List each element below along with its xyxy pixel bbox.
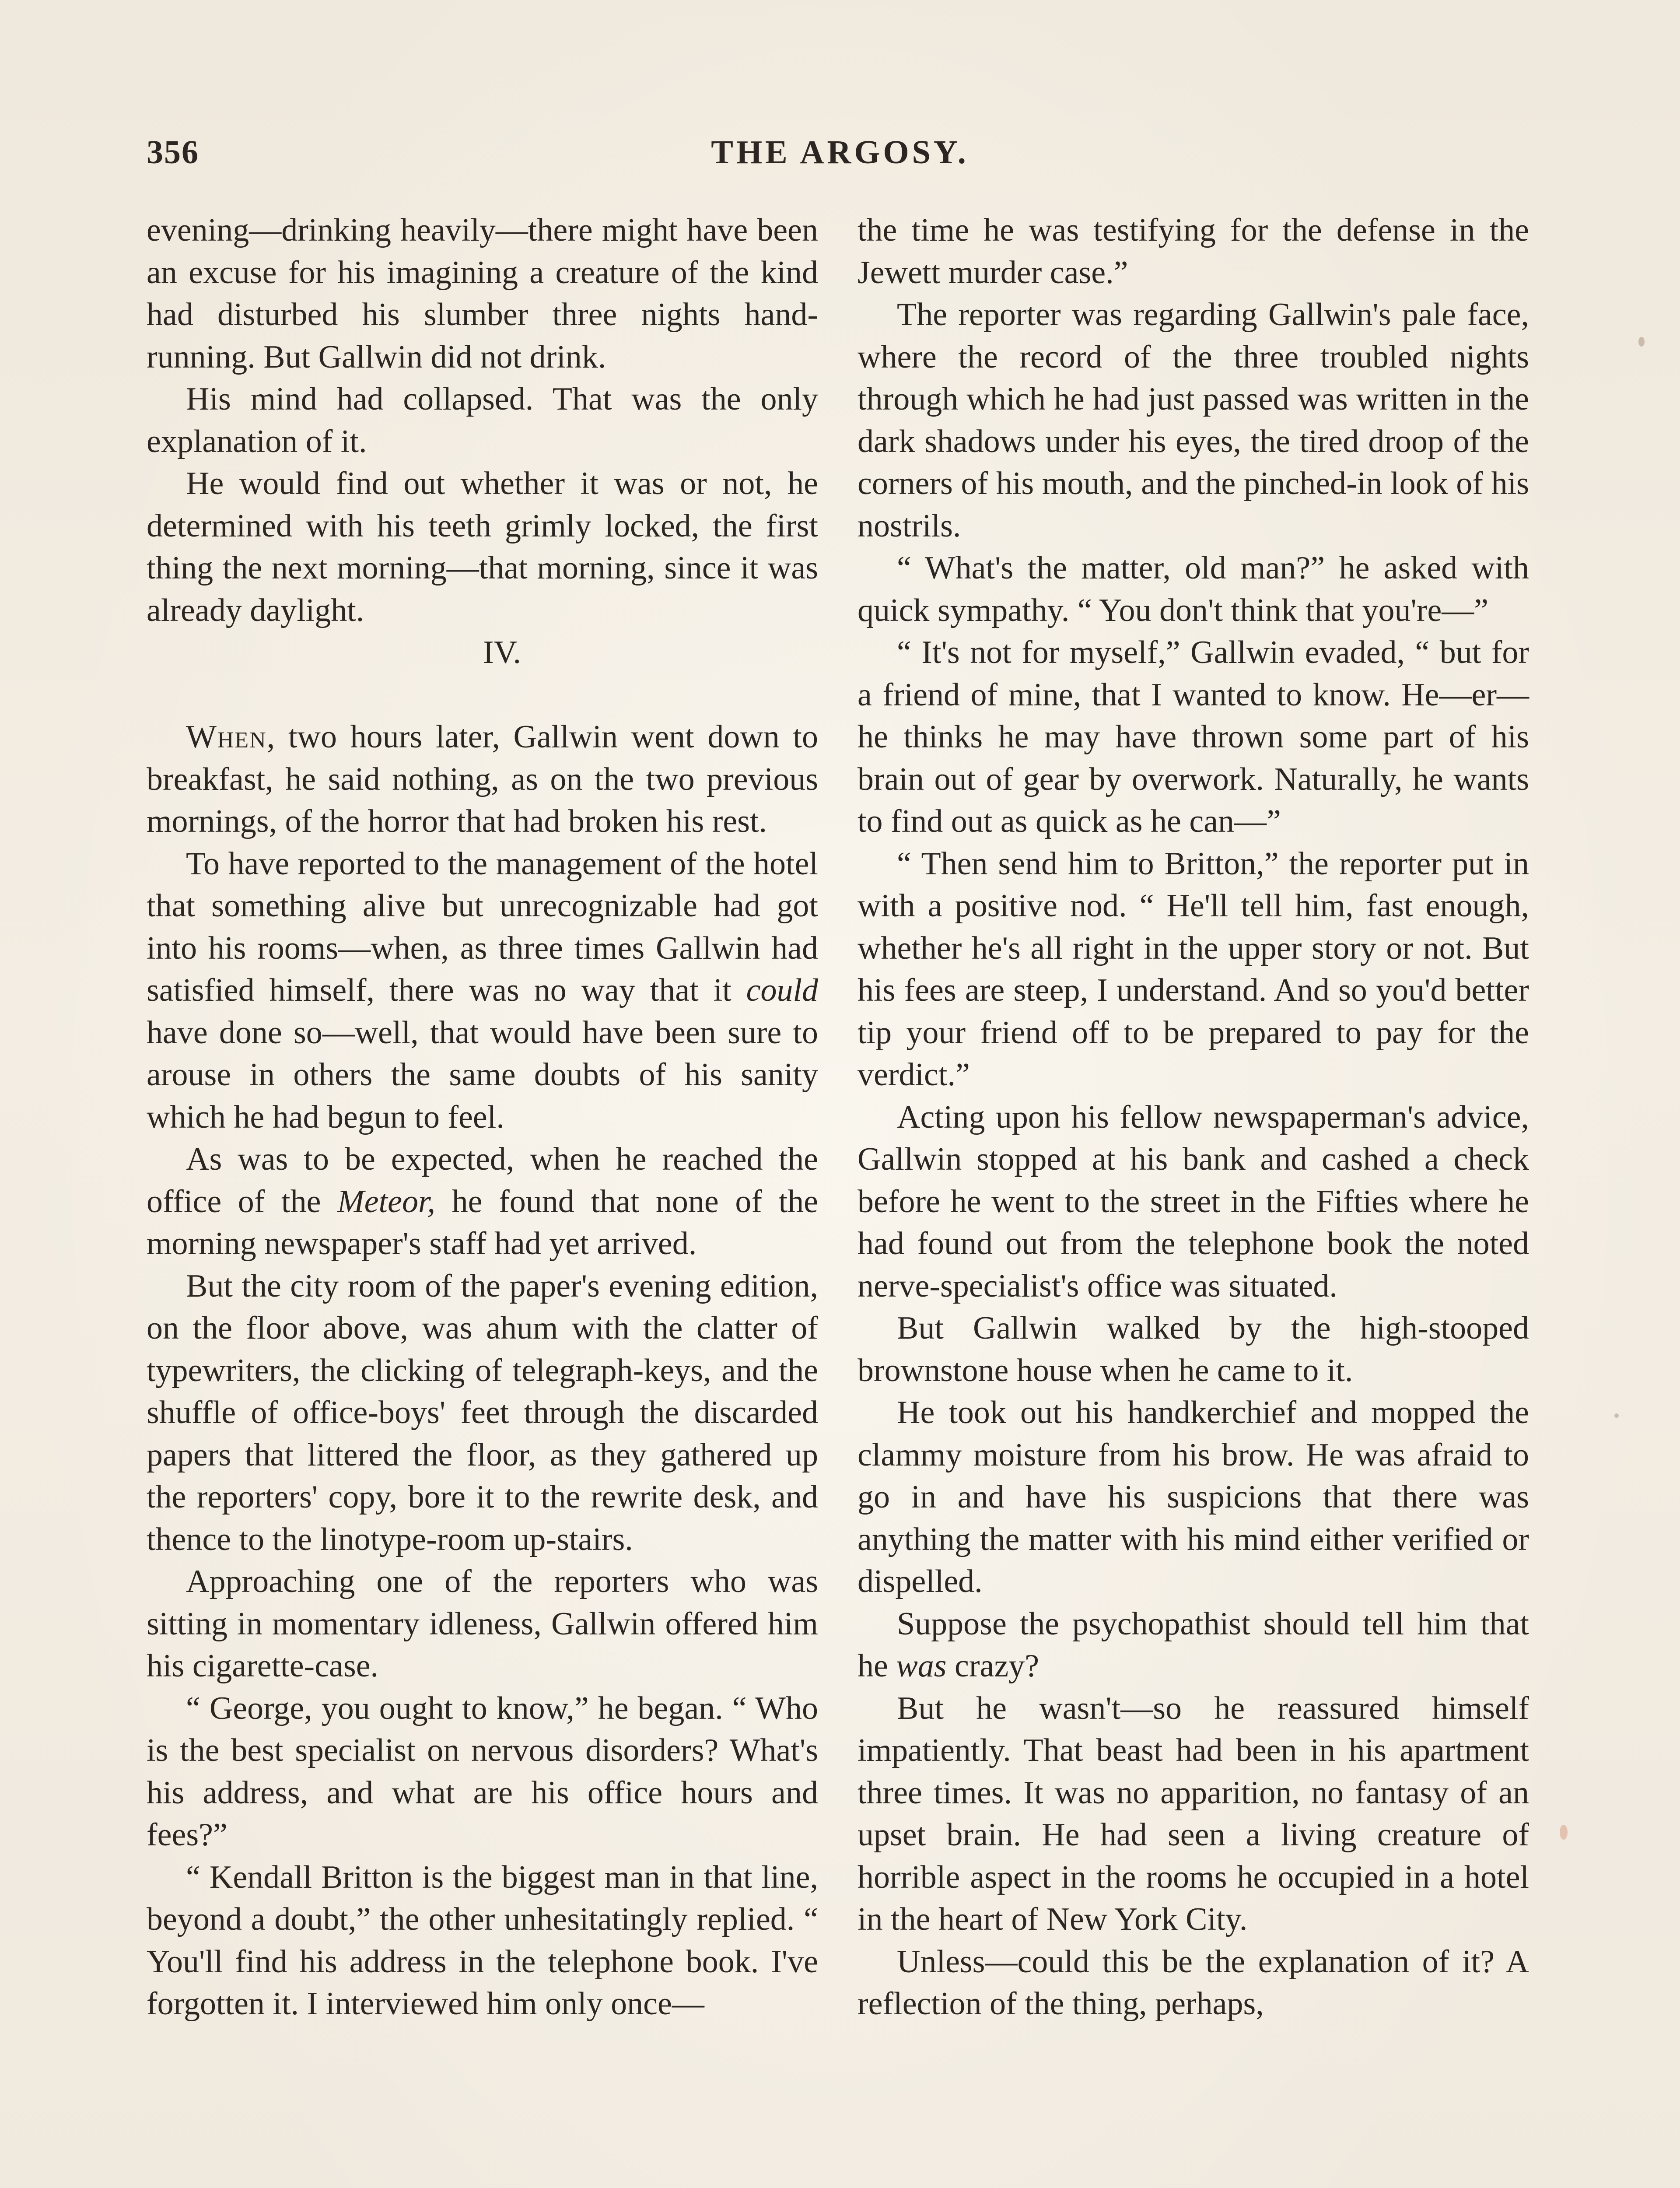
right-column [858, 209, 1529, 2025]
paragraph: the time he was testifying for the defense in the Jewett murder case.” [858, 212, 1529, 291]
paragraph [147, 843, 818, 1139]
section-numeral: IV. [483, 635, 522, 670]
page-number: 356 [147, 134, 199, 171]
paragraph-text: To have reported to the management of the hotel that something alive but unrecognizable had got into his rooms—when, as three times Gallwin had satisfied himself, there was no way that it [147, 845, 818, 1008]
paragraph [147, 716, 818, 843]
left-column [147, 209, 818, 2025]
italic-word: was [896, 1648, 947, 1684]
paragraph: Acting upon his fellow newspaperman's advice, Gallwin stopped at his bank and cashed a check before he went to the street in the Fifties where he had found out from the telephone book the noted nerve-specialist's office was situated. [858, 1099, 1529, 1304]
paragraph: He would find out whether it was or not, he determined with his teeth grimly locked, the first thing the next morning—that morning, since it was already daylight. [147, 466, 818, 628]
paragraph-text: crazy? [946, 1648, 1040, 1684]
paragraph: But he wasn't—so he reassured himself impatiently. That beast had been in his apartment three times. It was no apparition, no fantasy of an upset brain. He had seen a living creature of horrible aspect in the rooms he occupied in a hotel in the heart of New York City. [858, 1690, 1529, 1937]
running-head [147, 133, 1533, 177]
paragraph: His mind had collapsed. That was the only explanation of it. [147, 381, 818, 459]
paragraph [147, 1138, 818, 1265]
paragraph: “ George, you ought to know,” he began. “ Who is the best specialist on nervous disorders? What's his address, and what are his office hours and fees?” [147, 1690, 818, 1853]
paragraph-text: have done so—well, that would have been sure to arouse in others the same doubts of his sanity which he had begun to feel. [147, 1014, 818, 1135]
paragraph: Approaching one of the reporters who was sitting in momentary idleness, Gallwin offered him his cigarette-case. [147, 1564, 818, 1684]
paragraph-text: he found that none of the morning newspaper's staff had yet arrived. [147, 1183, 818, 1262]
paragraph-text: Suppose the psychopathist should tell him that he [858, 1606, 1529, 1684]
paragraph: Unless—could this be the explanation of it? A reflection of the thing, perhaps, [858, 1943, 1529, 2022]
paragraph [858, 1603, 1529, 1687]
paragraph-text: As was to be expected, when he reached the office of the [147, 1141, 818, 1220]
paragraph: “ What's the matter, old man?” he asked with quick sympathy. “ You don't think that you're—” [858, 550, 1529, 628]
paragraph: “ It's not for myself,” Gallwin evaded, “ but for a friend of mine, that I wanted to know. He—er—he thinks he may have thrown some part of his brain out of gear by overwork. Naturally, he wants to find out as quick as he can—” [858, 635, 1529, 839]
paragraph: But the city room of the paper's evening edition, on the floor above, was ahum with the clatter of typewriters, the clicking of telegraph-keys, and the shuffle of office-boys' feet through the discarded papers that littered the floor, as they gathered up the reporters' copy, bore it to the rewrite desk, and thence to the linotype-room up-stairs. [147, 1268, 818, 1557]
paragraph: evening—drinking heavily—there might have been an excuse for his imagining a creature of the kind had disturbed his slumber three nights hand-running. But Gallwin did not drink. [147, 212, 818, 375]
paragraph: He took out his handkerchief and mopped the clammy moisture from his brow. He was afraid to go in and have his suspicions that there was anything the matter with his mind either verified or dispelled. [858, 1395, 1529, 1599]
paper-speck [1560, 1825, 1568, 1840]
paragraph: “ Kendall Britton is the biggest man in that line, beyond a doubt,” the other unhesitatingly replied. “ You'll find his address in the telephone book. I've forgotten it. I interviewed him only once— [147, 1859, 818, 2022]
paper-speck [1638, 337, 1645, 347]
paragraph: But Gallwin walked by the high-stooped brownstone house when he came to it. [858, 1310, 1529, 1389]
paragraph: The reporter was regarding Gallwin's pale face, where the record of the three troubled nights through which he had just passed was written in the dark shadows under his eyes, the tired droop of the corners of his mouth, and the pinched-in look of his nostrils. [858, 297, 1529, 544]
italic-word: Meteor, [337, 1183, 436, 1220]
drop-word: When [186, 719, 267, 755]
paragraph-text: , two hours later, Gallwin went down to breakfast, he said nothing, as on the two previous mornings, of the horror that had broken his rest. [147, 719, 818, 839]
paper-speck [1614, 1413, 1619, 1418]
magazine-title: THE ARGOSY. [711, 134, 969, 171]
paragraph: “ Then send him to Britton,” the reporter put in with a positive nod. “ He'll tell him, fast enough, whether he's all right in the upper story or not. But his fees are steep, I understand. And so you'd better tip your friend off to be prepared to pay for the verdict.” [858, 845, 1529, 1093]
italic-word: could [746, 972, 818, 1008]
